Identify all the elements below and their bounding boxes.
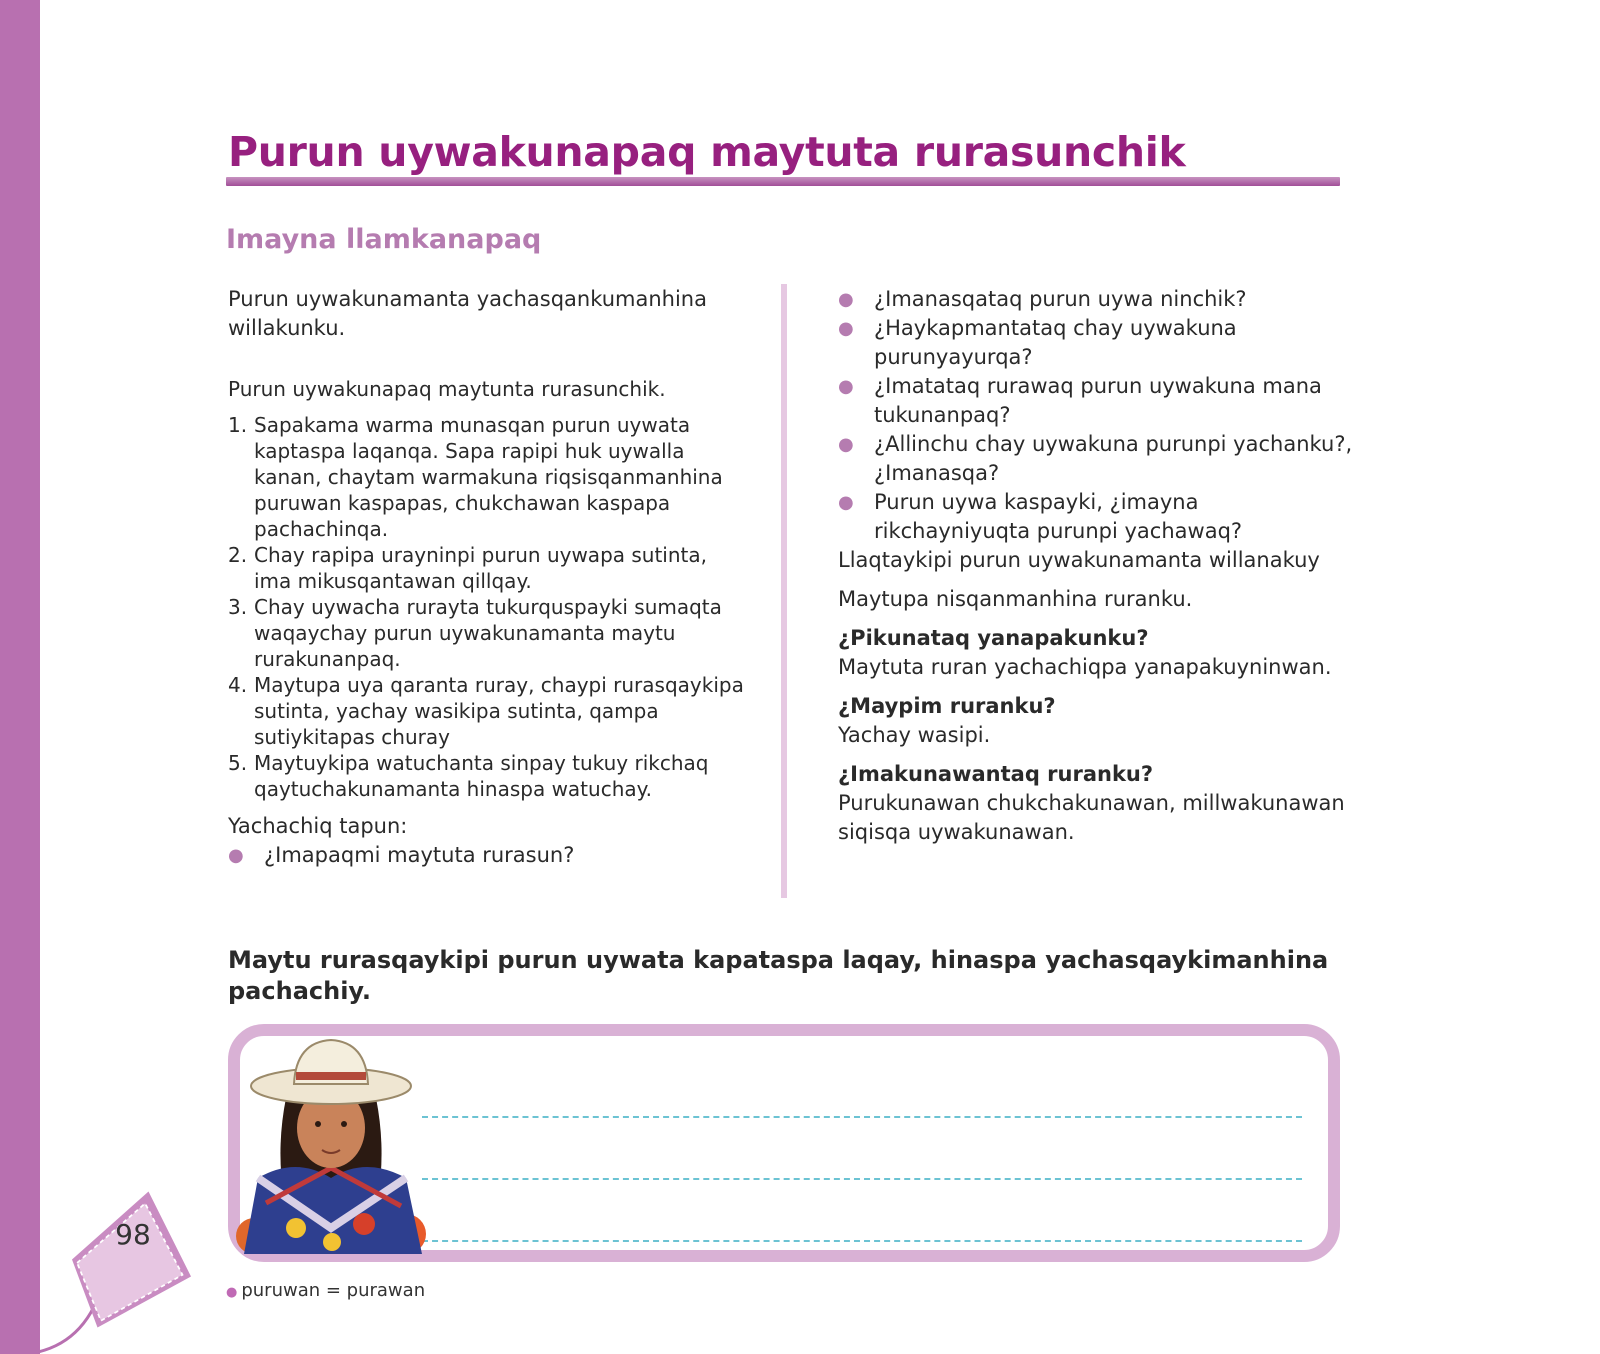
community-paragraph: Llaqtaykipi purun uywakunamanta willanakuy — [838, 548, 1320, 572]
bullet-dot-icon: ● — [838, 318, 854, 339]
bullet-dot-icon: ● — [838, 376, 854, 397]
page-number-kite-icon — [38, 1160, 218, 1354]
page-title: Purun uywakunapaq maytuta rurasunchik — [228, 128, 1186, 176]
left-column — [228, 285, 748, 870]
qa-answer: Yachay wasipi. — [838, 723, 991, 747]
footnote — [226, 1280, 425, 1301]
question-item — [838, 372, 1358, 430]
step-number: 3. — [228, 595, 248, 619]
step-number: 5. — [228, 751, 248, 775]
step-text: Sapakama warma munasqan purun uywata kaptaspa laqanqa. Sapa rapipi huk uywalla kanan, chaytam warmakuna riqsisqanmanhina puruwan kaspapas, chukchawan kaspapa pachachinqa. — [254, 413, 723, 541]
step-number: 4. — [228, 673, 248, 697]
qa-where — [838, 692, 1358, 750]
qa-question: ¿Pikunataq yanapakunku? — [838, 626, 1149, 650]
question-item — [228, 841, 748, 870]
qa-question: ¿Maypim ruranku? — [838, 694, 1056, 718]
qa-question: ¿Imakunawantaq ruranku? — [838, 762, 1154, 786]
qa-answer: Purukunawan chukchakunawan, millwakunawan siqisqa uywakunawan. — [838, 791, 1345, 844]
step-number: 1. — [228, 413, 248, 437]
bullet-dot-icon: ● — [838, 492, 854, 513]
maytu-paragraph: Maytupa nisqanmanhina ruranku. — [838, 587, 1193, 611]
step-number: 2. — [228, 543, 248, 567]
bullet-dot-icon: ● — [838, 289, 854, 310]
footnote-dot-icon: ● — [226, 1285, 238, 1300]
question-text: ¿Imapaqmi maytuta rurasun? — [264, 843, 575, 867]
step-item — [228, 672, 748, 750]
girl-illustration — [236, 1028, 426, 1254]
step-text: Maytuykipa watuchanta sinpay tukuy rikchaq qaytuchakunamanta hinaspa watuchay. — [254, 751, 709, 801]
steps-list — [228, 412, 748, 802]
question-text: Purun uywa kaspayki, ¿imayna rikchayniyuqta purunpi yachawaq? — [874, 490, 1243, 543]
bullet-dot-icon: ● — [838, 434, 854, 455]
page-number: 98 — [115, 1218, 151, 1251]
task-instruction: Maytu rurasqaykipi purun uywata kapataspa laqay, hinaspa yachasqaykimanhina pachachiy. — [228, 946, 1329, 1005]
steps-lead: Purun uywakunapaq maytunta rurasunchik. — [228, 377, 666, 401]
qa-who — [838, 624, 1358, 682]
answer-line[interactable] — [422, 1178, 1302, 1180]
step-item — [228, 750, 748, 802]
qa-with-what — [838, 760, 1358, 847]
answer-line[interactable] — [422, 1116, 1302, 1118]
teacher-questions — [228, 841, 748, 870]
question-item — [838, 285, 1358, 314]
left-margin-band — [0, 0, 40, 1354]
step-text: Chay rapipa urayninpi purun uywapa sutinta, ima mikusqantawan qillqay. — [254, 543, 707, 593]
step-item — [228, 594, 748, 672]
step-text: Maytupa uya qaranta ruray, chaypi rurasqaykipa sutinta, yachay wasikipa sutinta, qampa sutiykitapas churay — [254, 673, 744, 749]
teacher-lead: Yachachiq tapun: — [228, 814, 408, 838]
question-text: ¿Allinchu chay uywakuna purunpi yachanku?, ¿Imanasqa? — [874, 432, 1353, 485]
question-list — [838, 285, 1358, 546]
step-item — [228, 412, 748, 542]
question-item — [838, 314, 1358, 372]
column-divider — [781, 284, 787, 898]
question-text: ¿Haykapmantataq chay uywakuna purunyayurqa? — [874, 316, 1237, 369]
qa-answer: Maytuta ruran yachachiqpa yanapakuyninwan. — [838, 655, 1332, 679]
question-text: ¿Imanasqataq purun uywa ninchik? — [874, 287, 1247, 311]
step-item — [228, 542, 748, 594]
intro-paragraph: Purun uywakunamanta yachasqankumanhina willakunku. — [228, 287, 707, 340]
question-text: ¿Imatataq rurawaq purun uywakuna mana tukunanpaq? — [874, 374, 1322, 427]
step-text: Chay uywacha rurayta tukurquspayki sumaqta waqaychay purun uywakunamanta maytu rurakunanpaq. — [254, 595, 722, 671]
right-column — [838, 285, 1358, 857]
bullet-dot-icon: ● — [228, 845, 244, 866]
answer-line[interactable] — [422, 1240, 1302, 1242]
question-item — [838, 488, 1358, 546]
title-underline — [226, 177, 1340, 186]
section-subtitle: Imayna llamkanapaq — [226, 224, 542, 255]
footnote-text: puruwan = purawan — [241, 1280, 426, 1301]
question-item — [838, 430, 1358, 488]
